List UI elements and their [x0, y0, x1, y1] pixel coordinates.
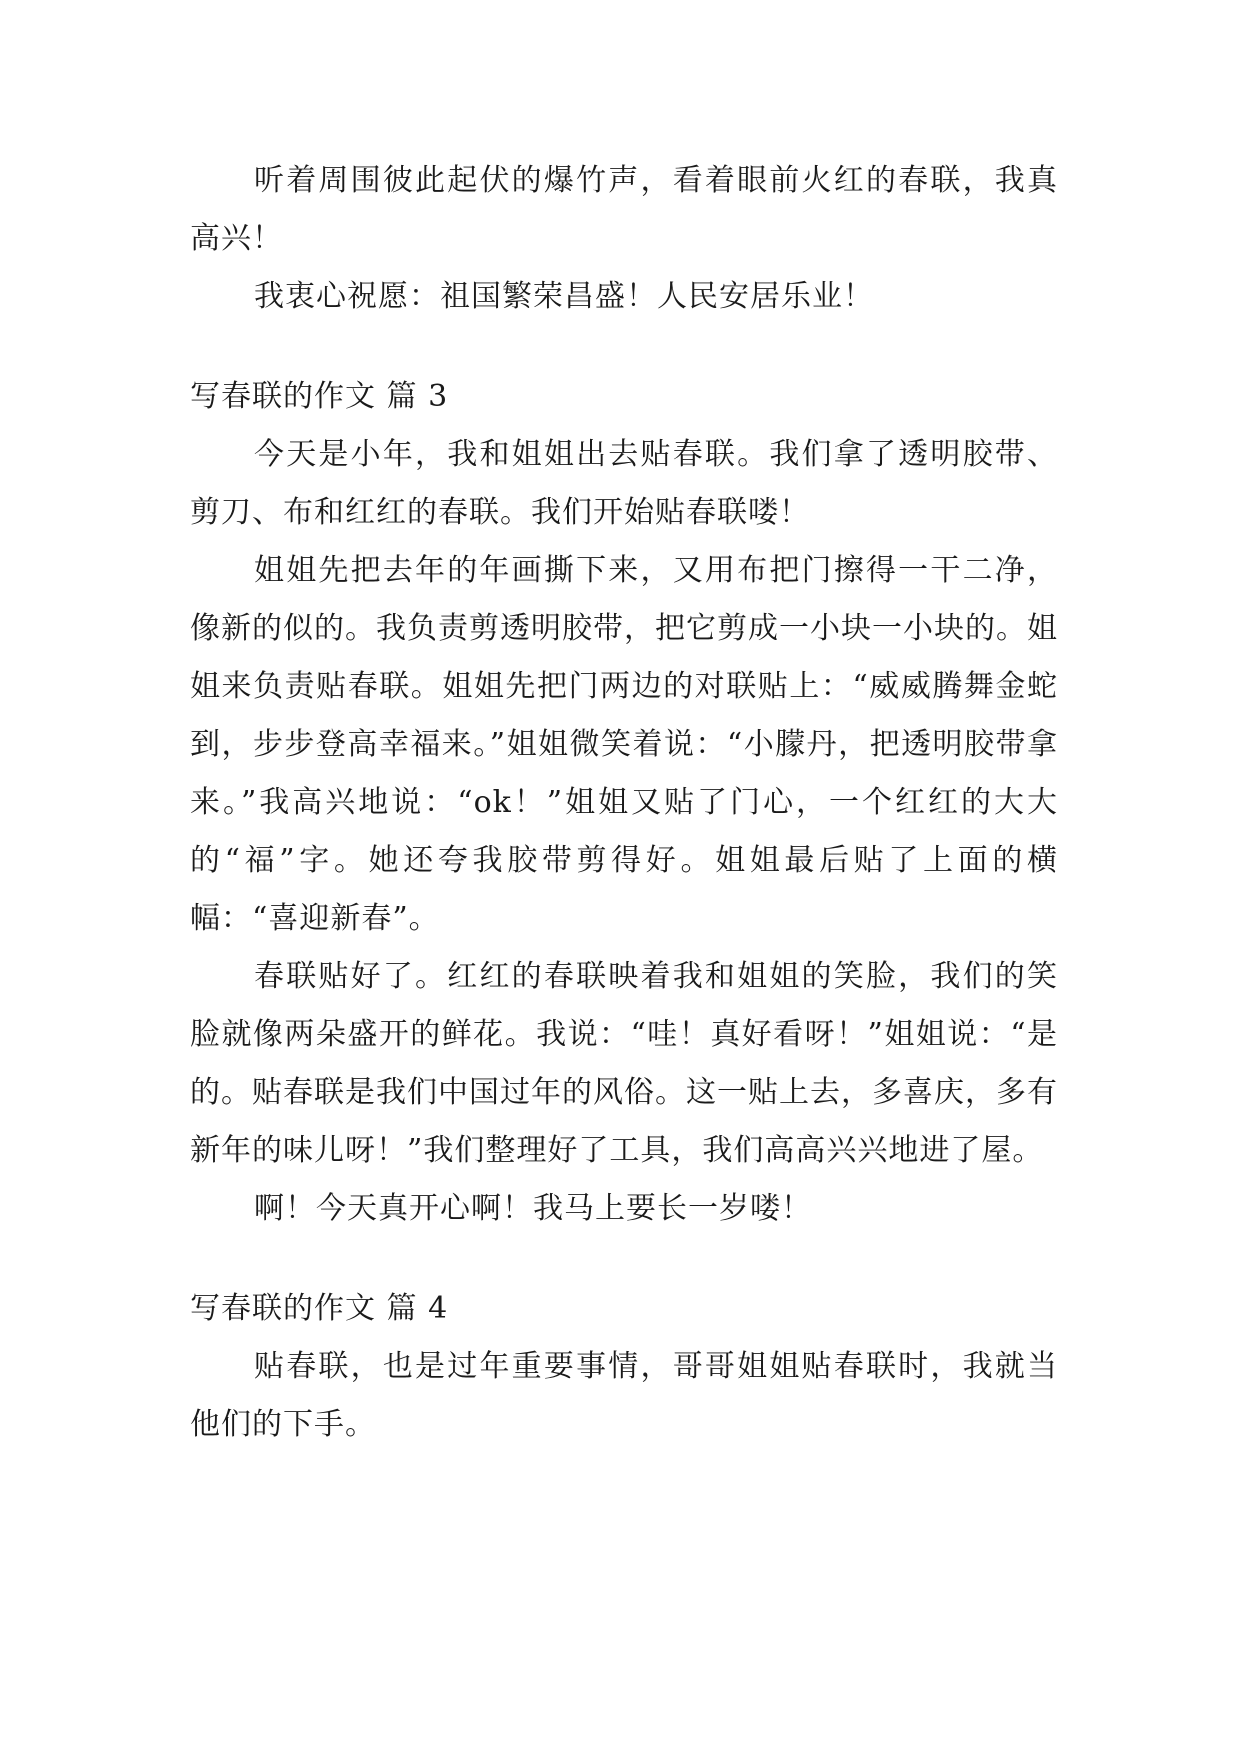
section-heading: 写春联的作文 篇 3: [190, 379, 449, 414]
paragraph: 今天是小年，我和姐姐出去贴春联。我们拿了透明胶带、剪刀、布和红红的春联。我们开始贴春联喽！: [190, 437, 1058, 530]
paragraph: 啊！今天真开心啊！我马上要长一岁喽！: [254, 1191, 812, 1226]
section-gap: [190, 326, 1058, 368]
paragraph: 我衷心祝愿：祖国繁荣昌盛！人民安居乐业！: [254, 279, 874, 314]
section-heading: 写春联的作文 篇 4: [190, 1291, 449, 1326]
paragraph: 听着周围彼此起伏的爆竹声，看着眼前火红的春联，我真高兴！: [190, 163, 1058, 256]
document-body: [190, 152, 1058, 1454]
paragraph: 贴春联，也是过年重要事情，哥哥姐姐贴春联时，我就当他们的下手。: [190, 1349, 1058, 1442]
paragraph: 春联贴好了。红红的春联映着我和姐姐的笑脸，我们的笑脸就像两朵盛开的鲜花。我说：“哇！真好看呀！”姐姐说：“是的。贴春联是我们中国过年的风俗。这一贴上去，多喜庆，多有新年的味儿呀！”我们整理好了工具，我们高高兴兴地进了屋。: [190, 959, 1058, 1168]
section-gap: [190, 1238, 1058, 1280]
paragraph: 姐姐先把去年的年画撕下来，又用布把门擦得一干二净，像新的似的。我负责剪透明胶带，把它剪成一小块一小块的。姐姐来负责贴春联。姐姐先把门两边的对联贴上：“威威腾舞金蛇到，步步登高幸福来。”姐姐微笑着说：“小朦丹，把透明胶带拿来。”我高兴地说：“ok！”姐姐又贴了门心，一个红红的大大的“福”字。她还夸我胶带剪得好。姐姐最后贴了上面的横幅：“喜迎新春”。: [190, 553, 1058, 936]
